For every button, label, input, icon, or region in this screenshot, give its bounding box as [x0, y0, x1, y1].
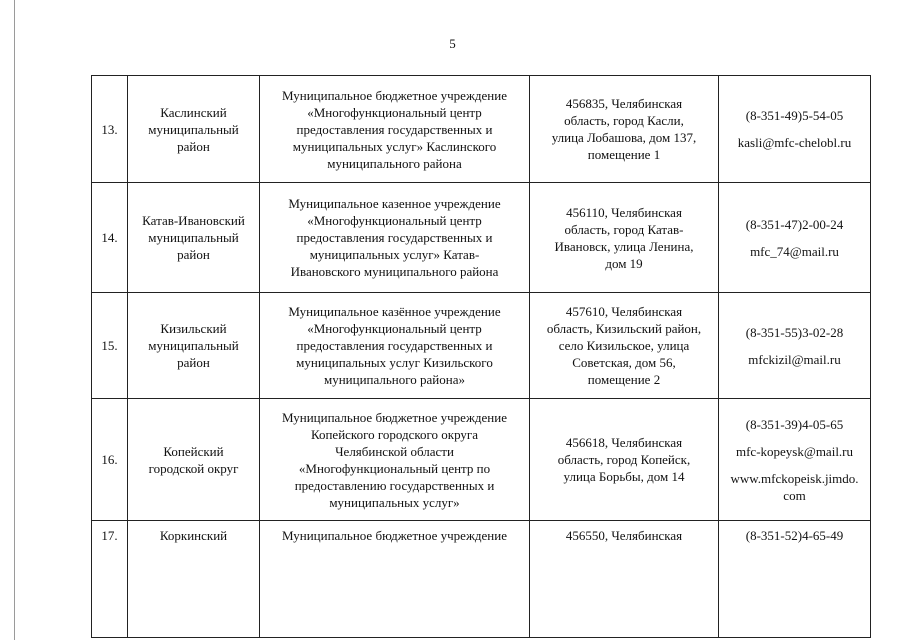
institution-name-line: «Многофункциональный центр по [298, 460, 491, 476]
email-address: mfckizil@mail.ru [748, 351, 841, 367]
table-row [92, 399, 871, 521]
email-address: mfc_74@mail.ru [750, 243, 839, 259]
municipality-name-line: муниципальный [148, 230, 239, 245]
table-row [92, 521, 871, 638]
municipality-name-line: Копейский [163, 443, 224, 459]
address-cell [530, 293, 719, 399]
municipality-name-line: Коркинский [159, 528, 228, 543]
phone-number: (8-351-55)3-02-28 [745, 324, 844, 340]
municipality-name-line: Каслинский [160, 104, 227, 120]
address-line: помещение 1 [587, 147, 661, 162]
address-line: 456550, Челябинская [565, 528, 683, 543]
institution-name-cell [260, 76, 530, 183]
institution-name-line: «Многофункциональный центр [307, 213, 482, 228]
municipality-name-line: муниципальный [148, 121, 239, 137]
page-number: 5 [449, 36, 456, 51]
address-line: 456618, Челябинская [565, 435, 683, 450]
institution-name-cell [260, 293, 530, 399]
address-line: Советская, дом 56, [572, 355, 676, 370]
municipality-name-cell [128, 76, 260, 183]
scan-left-edge-line [14, 0, 15, 640]
address-line: село Кизильское, улица [558, 338, 690, 353]
institution-name-line: предоставления государственных и [296, 338, 493, 353]
institution-name-line: муниципальных услуг» Каслинского [292, 138, 497, 154]
institution-name-line: «Многофункциональный центр [307, 321, 482, 336]
institution-name-line: муниципального района» [324, 372, 465, 387]
municipality-name-cell [128, 521, 260, 638]
phone-number: (8-351-47)2-00-24 [745, 216, 844, 232]
phone-number: (8-351-52)4-65-49 [745, 528, 844, 543]
row-number: 17. [92, 521, 128, 638]
address-line: область, город Копейск, [557, 452, 691, 467]
institution-name-line: Копейского городского округа [310, 426, 479, 442]
phone-number: (8-351-49)5-54-05 [745, 108, 844, 123]
institution-name-line: Челябинской области [335, 443, 454, 459]
address-line: 457610, Челябинская [565, 304, 683, 319]
institution-name-line: Муниципальное казенное учреждение [288, 196, 501, 211]
website-line: com [783, 487, 806, 503]
institution-name-line: Муниципальное бюджетное учреждение [282, 87, 507, 103]
address-line: область, Кизильский район, [546, 321, 702, 336]
address-line: улица Борьбы, дом 14 [563, 469, 685, 484]
address-line: область, город Катав- [564, 221, 684, 237]
email-address: kasli@mfc-chelobl.ru [737, 135, 852, 150]
municipality-name-line: район [177, 138, 210, 154]
institution-name-line: Муниципальное бюджетное учреждение [282, 528, 507, 543]
row-number: 16. [92, 399, 128, 521]
contacts-cell [719, 521, 871, 638]
municipality-name-line: Катав-Ивановский [142, 213, 245, 228]
mfc-registry-table [91, 75, 871, 638]
institution-name-line: муниципальных услуг Кизильского [296, 355, 493, 370]
table-row [92, 183, 871, 293]
row-number: 15. [92, 293, 128, 399]
institution-name-line: предоставления государственных и [296, 121, 493, 137]
institution-name-line: Муниципальное казённое учреждение [288, 304, 501, 319]
institution-name-line: предоставлению государственных и [294, 477, 495, 493]
table-row [92, 76, 871, 183]
address-line: Ивановск, улица Ленина, [554, 238, 694, 254]
address-line: дом 19 [605, 255, 643, 271]
address-line: область, город Касли, [564, 113, 684, 128]
municipality-name-line: муниципальный [148, 338, 239, 353]
municipality-name-line: район [177, 355, 210, 370]
institution-name-line: муниципальных услуг» Катав- [309, 247, 480, 262]
contacts-cell [719, 293, 871, 399]
contacts-cell [719, 76, 871, 183]
address-line: 456110, Челябинская [566, 204, 682, 220]
address-cell [530, 183, 719, 293]
address-cell [530, 76, 719, 183]
municipality-name-line: район [177, 247, 210, 262]
institution-name-line: муниципальных услуг» [329, 494, 460, 510]
contacts-cell [719, 399, 871, 521]
table-row [92, 293, 871, 399]
address-cell [530, 399, 719, 521]
phone-number: (8-351-39)4-05-65 [745, 416, 844, 432]
institution-name-line: муниципального района [327, 155, 462, 171]
institution-name-line: Муниципальное бюджетное учреждение [282, 409, 507, 425]
institution-name-line: «Многофункциональный центр [307, 104, 482, 120]
institution-name-line: предоставления государственных и [296, 230, 493, 245]
website-line: www.mfckopeisk.jimdo. [730, 470, 859, 486]
municipality-name-line: городской округ [148, 460, 239, 476]
municipality-name-line: Кизильский [160, 321, 227, 336]
email-address: mfc-kopeysk@mail.ru [735, 443, 854, 459]
institution-name-cell [260, 399, 530, 521]
address-line: улица Лобашова, дом 137, [551, 130, 697, 145]
municipality-name-cell [128, 183, 260, 293]
address-cell [530, 521, 719, 638]
address-line: помещение 2 [587, 372, 661, 387]
row-number: 13. [92, 76, 128, 183]
contacts-cell [719, 183, 871, 293]
row-number: 14. [92, 183, 128, 293]
institution-name-cell [260, 521, 530, 638]
municipality-name-cell [128, 293, 260, 399]
address-line: 456835, Челябинская [565, 96, 683, 111]
municipality-name-cell [128, 399, 260, 521]
institution-name-cell [260, 183, 530, 293]
institution-name-line: Ивановского муниципального района [290, 264, 499, 279]
